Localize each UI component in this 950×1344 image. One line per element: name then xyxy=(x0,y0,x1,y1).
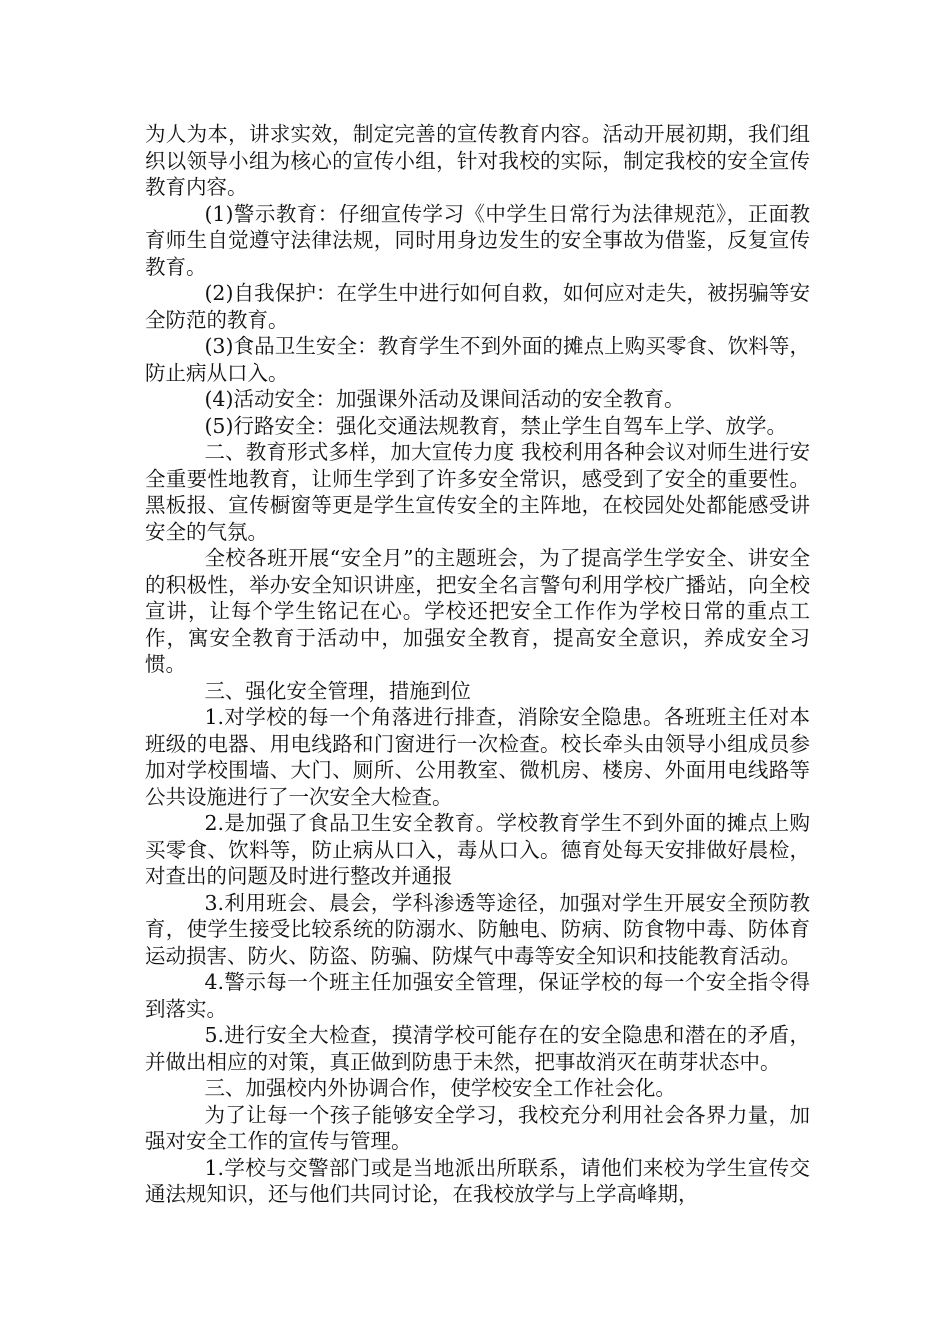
paragraph: 4.警示每一个班主任加强安全管理，保证学校的每一个安全指令得到落实。 xyxy=(145,970,810,1021)
section-heading: 三、强化安全管理，措施到位 xyxy=(204,678,471,703)
paragraph: 全校各班开展“安全月”的主题班会，为了提高学生学安全、讲安全的积极性，举办安全知识讲座，把安全名言警句利用学校广播站，向全校宣讲，让每个学生铭记在心。学校还把安全工作作为学校日常的重点工作，寓安全教育于活动中，加强安全教育，提高安全意识，养成安全习惯。 xyxy=(145,546,810,676)
paragraph: (4)活动安全：加强课外活动及课间活动的安全教育。 xyxy=(204,387,685,411)
paragraph: (5)行路安全：强化交通法规教育，禁止学生自驾车上学、放学。 xyxy=(204,413,787,438)
document-body xyxy=(145,121,810,1208)
paragraph: 5.进行安全大检查，摸清学校可能存在的安全隐患和潜在的矛盾，并做出相应的对策，真正做到防患于未然，把事故消灭在萌芽状态中。 xyxy=(145,1023,810,1074)
paragraph: 2.是加强了食品卫生安全教育。学校教育学生不到外面的摊点上购买零食、饮料等，防止病从口入，毒从口入。德育处每天安排做好晨检，对查出的问题及时进行整改并通报 xyxy=(145,811,810,888)
paragraph: 1.对学校的每一个角落进行排查，消除安全隐患。各班班主任对本班级的电器、用电线路和门窗进行一次检查。校长牵头由领导小组成员参加对学校围墙、大门、厕所、公用教室、微机房、楼房、外面用电线路等公共设施进行了一次安全大检查。 xyxy=(145,705,810,809)
paragraph: 为了让每一个孩子能够安全学习，我校充分利用社会各界力量，加强对安全工作的宣传与管理。 xyxy=(145,1102,810,1153)
paragraph: (2)自我保护：在学生中进行如何自救，如何应对走失，被拐骗等安全防范的教育。 xyxy=(145,281,810,332)
paragraph: (1)警示教育：仔细宣传学习《中学生日常行为法律规范》，正面教育师生自觉遵守法律法规，同时用身边发生的安全事故为借鉴，反复宣传教育。 xyxy=(145,201,810,279)
section-heading: 三、加强校内外协调合作，使学校安全工作社会化。 xyxy=(204,1076,676,1100)
paragraph: 1.学校与交警部门或是当地派出所联系，请他们来校为学生宣传交通法规知识，还与他们共同讨论，在我校放学与上学高峰期， xyxy=(145,1155,810,1206)
paragraph: 为人为本，讲求实效，制定完善的宣传教育内容。活动开展初期，我们组织以领导小组为核心的宣传小组，针对我校的实际，制定我校的安全宣传教育内容。 xyxy=(145,122,810,199)
paragraph: 3.利用班会、晨会，学科渗透等途径，加强对学生开展安全预防教育，使学生接受比较系统的防溺水、防触电、防病、防食物中毒、防体育运动损害、防火、防盗、防骗、防煤气中毒等安全知识和技能教育活动。 xyxy=(145,890,810,968)
paragraph: (3)食品卫生安全：教育学生不到外面的摊点上购买零食、饮料等，防止病从口入。 xyxy=(145,334,810,385)
paragraph: 二、教育形式多样，加大宣传力度 我校利用各种会议对师生进行安全重要性地教育，让师生学到了许多安全常识，感受到了安全的重要性。黑板报、宣传橱窗等更是学生宣传安全的主阵地，在校园处处都能感受讲安全的气氛。 xyxy=(145,440,810,544)
